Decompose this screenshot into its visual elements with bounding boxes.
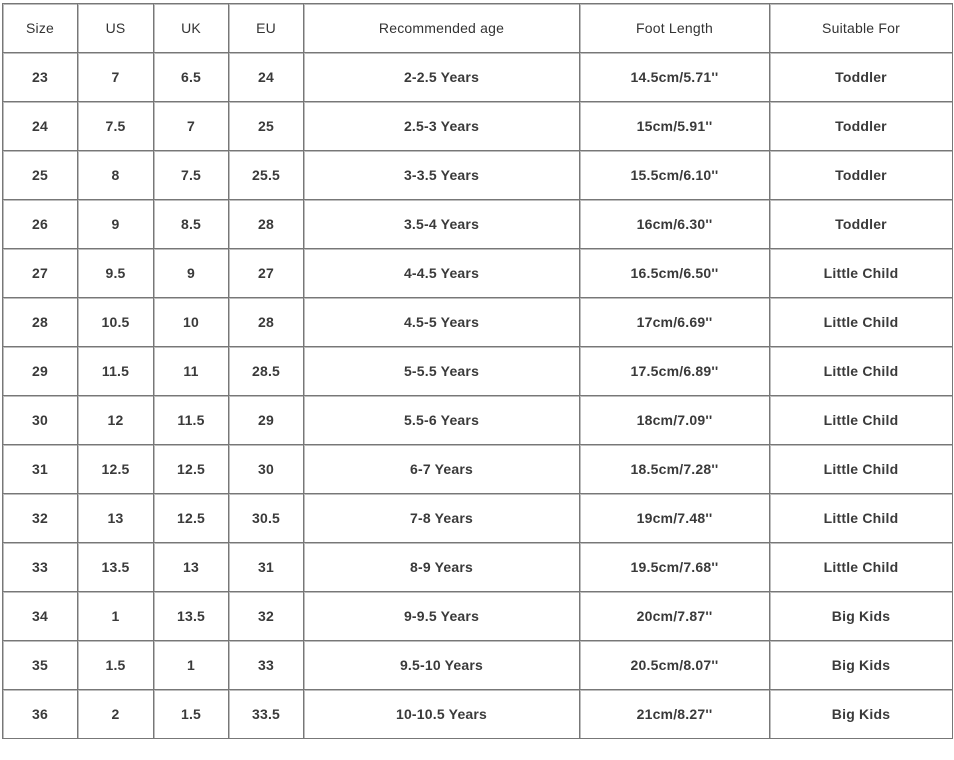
cell-suitable-for: Little Child (770, 543, 953, 592)
cell-suitable-for: Little Child (770, 249, 953, 298)
cell-size: 34 (3, 592, 78, 641)
cell-us: 12.5 (78, 445, 154, 494)
cell-size: 30 (3, 396, 78, 445)
table-row (3, 151, 953, 200)
cell-uk: 11 (154, 347, 229, 396)
cell-uk: 9 (154, 249, 229, 298)
cell-foot-length: 18cm/7.09'' (580, 396, 770, 445)
cell-eu: 25 (229, 102, 304, 151)
cell-eu: 33.5 (229, 690, 304, 739)
cell-size: 36 (3, 690, 78, 739)
cell-recommended-age: 2.5-3 Years (304, 102, 580, 151)
cell-foot-length: 19.5cm/7.68'' (580, 543, 770, 592)
table-row (3, 200, 953, 249)
cell-uk: 1.5 (154, 690, 229, 739)
cell-eu: 30.5 (229, 494, 304, 543)
cell-recommended-age: 4.5-5 Years (304, 298, 580, 347)
header-row (3, 4, 953, 53)
cell-suitable-for: Big Kids (770, 690, 953, 739)
cell-size: 31 (3, 445, 78, 494)
table-row (3, 102, 953, 151)
cell-us: 9.5 (78, 249, 154, 298)
cell-eu: 32 (229, 592, 304, 641)
table-header (3, 4, 953, 53)
cell-uk: 7.5 (154, 151, 229, 200)
cell-us: 10.5 (78, 298, 154, 347)
cell-foot-length: 18.5cm/7.28'' (580, 445, 770, 494)
cell-eu: 27 (229, 249, 304, 298)
table-row (3, 249, 953, 298)
table-row (3, 592, 953, 641)
cell-uk: 7 (154, 102, 229, 151)
cell-suitable-for: Little Child (770, 494, 953, 543)
cell-uk: 11.5 (154, 396, 229, 445)
cell-size: 32 (3, 494, 78, 543)
cell-foot-length: 16cm/6.30'' (580, 200, 770, 249)
cell-foot-length: 20cm/7.87'' (580, 592, 770, 641)
cell-recommended-age: 7-8 Years (304, 494, 580, 543)
table-row (3, 445, 953, 494)
cell-recommended-age: 6-7 Years (304, 445, 580, 494)
cell-foot-length: 17cm/6.69'' (580, 298, 770, 347)
table-row (3, 298, 953, 347)
cell-recommended-age: 4-4.5 Years (304, 249, 580, 298)
cell-recommended-age: 10-10.5 Years (304, 690, 580, 739)
cell-eu: 28.5 (229, 347, 304, 396)
cell-recommended-age: 3-3.5 Years (304, 151, 580, 200)
cell-size: 29 (3, 347, 78, 396)
cell-size: 27 (3, 249, 78, 298)
cell-us: 9 (78, 200, 154, 249)
cell-foot-length: 17.5cm/6.89'' (580, 347, 770, 396)
cell-eu: 29 (229, 396, 304, 445)
cell-recommended-age: 3.5-4 Years (304, 200, 580, 249)
cell-suitable-for: Toddler (770, 102, 953, 151)
cell-recommended-age: 5-5.5 Years (304, 347, 580, 396)
table-row (3, 53, 953, 102)
cell-size: 28 (3, 298, 78, 347)
cell-foot-length: 14.5cm/5.71'' (580, 53, 770, 102)
cell-eu: 24 (229, 53, 304, 102)
cell-suitable-for: Little Child (770, 347, 953, 396)
size-chart-table (2, 3, 953, 739)
cell-recommended-age: 2-2.5 Years (304, 53, 580, 102)
cell-suitable-for: Big Kids (770, 641, 953, 690)
cell-recommended-age: 8-9 Years (304, 543, 580, 592)
table-row (3, 396, 953, 445)
cell-size: 23 (3, 53, 78, 102)
cell-recommended-age: 9.5-10 Years (304, 641, 580, 690)
cell-eu: 28 (229, 200, 304, 249)
cell-eu: 25.5 (229, 151, 304, 200)
cell-eu: 28 (229, 298, 304, 347)
cell-uk: 13.5 (154, 592, 229, 641)
header-size: Size (3, 4, 78, 53)
cell-suitable-for: Toddler (770, 53, 953, 102)
cell-foot-length: 16.5cm/6.50'' (580, 249, 770, 298)
cell-foot-length: 15.5cm/6.10'' (580, 151, 770, 200)
cell-size: 25 (3, 151, 78, 200)
cell-uk: 10 (154, 298, 229, 347)
cell-eu: 30 (229, 445, 304, 494)
cell-uk: 12.5 (154, 494, 229, 543)
cell-eu: 33 (229, 641, 304, 690)
cell-suitable-for: Big Kids (770, 592, 953, 641)
cell-size: 26 (3, 200, 78, 249)
cell-eu: 31 (229, 543, 304, 592)
cell-size: 24 (3, 102, 78, 151)
header-foot-length: Foot Length (580, 4, 770, 53)
header-suitable-for: Suitable For (770, 4, 953, 53)
header-eu: EU (229, 4, 304, 53)
cell-suitable-for: Little Child (770, 396, 953, 445)
cell-us: 1.5 (78, 641, 154, 690)
header-recommended-age: Recommended age (304, 4, 580, 53)
table-row (3, 641, 953, 690)
cell-foot-length: 15cm/5.91'' (580, 102, 770, 151)
cell-foot-length: 21cm/8.27'' (580, 690, 770, 739)
cell-uk: 1 (154, 641, 229, 690)
cell-us: 11.5 (78, 347, 154, 396)
table-row (3, 690, 953, 739)
cell-us: 7 (78, 53, 154, 102)
cell-recommended-age: 9-9.5 Years (304, 592, 580, 641)
table-row (3, 543, 953, 592)
cell-us: 13 (78, 494, 154, 543)
cell-us: 8 (78, 151, 154, 200)
cell-uk: 13 (154, 543, 229, 592)
cell-uk: 12.5 (154, 445, 229, 494)
cell-recommended-age: 5.5-6 Years (304, 396, 580, 445)
cell-size: 35 (3, 641, 78, 690)
cell-suitable-for: Toddler (770, 151, 953, 200)
cell-uk: 6.5 (154, 53, 229, 102)
cell-foot-length: 20.5cm/8.07'' (580, 641, 770, 690)
header-uk: UK (154, 4, 229, 53)
cell-us: 2 (78, 690, 154, 739)
cell-foot-length: 19cm/7.48'' (580, 494, 770, 543)
cell-us: 12 (78, 396, 154, 445)
table-body (3, 53, 953, 739)
cell-suitable-for: Little Child (770, 298, 953, 347)
cell-size: 33 (3, 543, 78, 592)
cell-suitable-for: Toddler (770, 200, 953, 249)
cell-us: 13.5 (78, 543, 154, 592)
cell-suitable-for: Little Child (770, 445, 953, 494)
table-row (3, 347, 953, 396)
cell-us: 1 (78, 592, 154, 641)
table-row (3, 494, 953, 543)
cell-us: 7.5 (78, 102, 154, 151)
cell-uk: 8.5 (154, 200, 229, 249)
header-us: US (78, 4, 154, 53)
